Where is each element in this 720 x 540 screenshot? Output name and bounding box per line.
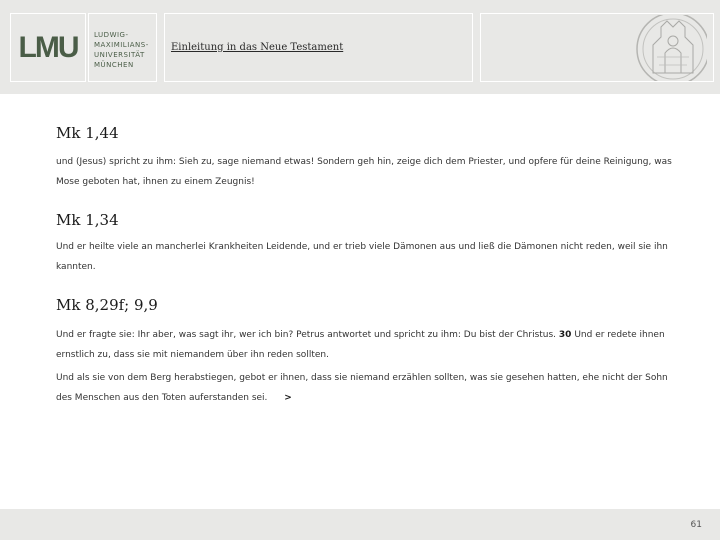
lmu-logo — [10, 13, 86, 82]
seal-box — [480, 13, 714, 82]
university-name-line: MAXIMILIANS- — [94, 41, 149, 49]
next-slide-link[interactable]: > — [284, 393, 292, 403]
verse-paragraph — [56, 368, 674, 408]
university-seal-icon — [629, 15, 707, 82]
verse-paragraph: und (Jesus) spricht zu ihm: Sieh zu, sage niemand etwas! Sondern geh hin, zeige dich dem Priester, und opfere für deine Reinigung, was Mose geboten hat, ihnen zu einem Zeugnis! — [56, 157, 672, 187]
verse-text: Und er redete ihnen ernstlich zu, dass sie mit niemandem über ihn reden sollten. — [56, 330, 665, 360]
verse-number: 30 — [558, 330, 572, 340]
verse-paragraph: Und er heilte viele an mancherlei Krankheiten Leidende, und er trieb viele Dämonen aus und ließ die Dämonen nicht reden, weil sie ihn kannten. — [56, 242, 668, 272]
section-heading: Mk 8,29f; 9,9 — [56, 296, 158, 314]
lecture-title: Einleitung in das Neue Testament — [171, 42, 344, 53]
page-number: 61 — [690, 520, 702, 530]
verse-text: Und er fragte sie: Ihr aber, was sagt ihr, wer ich bin? Petrus antwortet und spricht zu ihm: Du bist der Christus. — [56, 330, 557, 340]
verse-text: Und als sie von dem Berg herabstiegen, gebot er ihnen, dass sie niemand erzählen sollten, was sie gesehen hatten, ehe nicht der Sohn des Menschen aus den Toten auferstanden sei. — [56, 373, 668, 403]
slide-header — [0, 0, 720, 94]
section-heading: Mk 1,34 — [56, 211, 119, 229]
lecture-title-box — [164, 13, 473, 82]
section-heading: Mk 1,44 — [56, 124, 119, 142]
verse-paragraph — [56, 325, 674, 365]
slide-footer — [0, 509, 720, 540]
university-name-line: LUDWIG- — [94, 31, 129, 39]
university-name-logo — [88, 13, 157, 82]
lmu-logo-text: LMU — [18, 30, 78, 64]
university-name-line: MÜNCHEN — [94, 61, 134, 69]
university-name-line: UNIVERSITÄT — [94, 51, 145, 59]
